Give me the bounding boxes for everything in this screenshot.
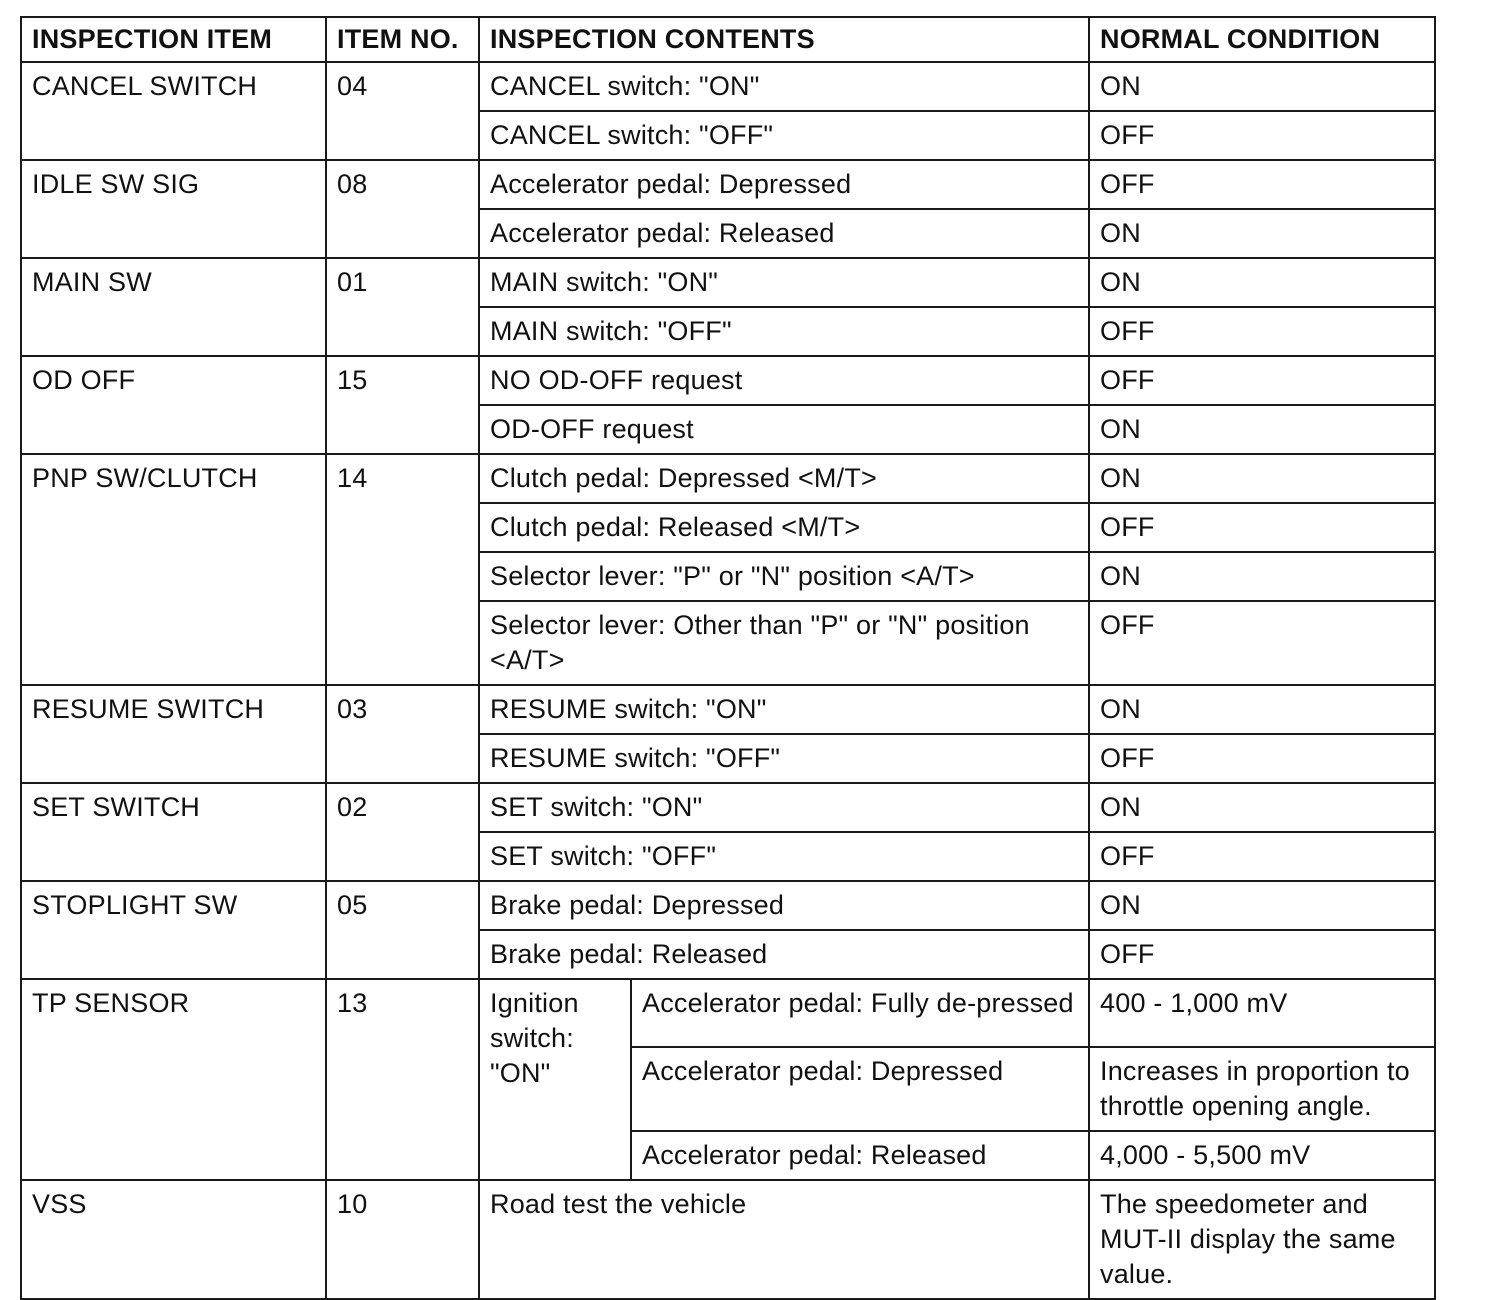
normal-cell: OFF	[1089, 307, 1435, 356]
contents-cell: MAIN switch: "ON"	[479, 258, 1089, 307]
item-no-cell: 08	[326, 160, 479, 258]
item-no-cell: 03	[326, 685, 479, 783]
normal-cell: ON	[1089, 552, 1435, 601]
normal-cell: OFF	[1089, 160, 1435, 209]
inspection-item-cell: STOPLIGHT SW	[21, 881, 326, 979]
item-no-cell: 14	[326, 454, 479, 685]
item-no-cell: 05	[326, 881, 479, 979]
normal-cell: ON	[1089, 258, 1435, 307]
normal-cell: OFF	[1089, 930, 1435, 979]
contents-cell: Accelerator pedal: Depressed	[479, 160, 1089, 209]
inspection-item-cell: PNP SW/CLUTCH	[21, 454, 326, 685]
normal-cell: ON	[1089, 209, 1435, 258]
table-body	[21, 62, 1435, 1299]
contents-cell: MAIN switch: "OFF"	[479, 307, 1089, 356]
condition-cell: Ignition switch: "ON"	[479, 979, 631, 1180]
contents-cell: Clutch pedal: Depressed <M/T>	[479, 454, 1089, 503]
contents-cell: Accelerator pedal: Fully de-pressed	[631, 979, 1089, 1047]
item-no-cell: 04	[326, 62, 479, 160]
inspection-item-cell: CANCEL SWITCH	[21, 62, 326, 160]
normal-cell: ON	[1089, 454, 1435, 503]
normal-cell: OFF	[1089, 832, 1435, 881]
inspection-item-cell: RESUME SWITCH	[21, 685, 326, 783]
header-normal-condition: NORMAL CONDITION	[1089, 17, 1435, 62]
contents-cell: Accelerator pedal: Depressed	[631, 1047, 1089, 1131]
table-row	[21, 881, 1435, 930]
table-row	[21, 1180, 1435, 1299]
inspection-item-cell: TP SENSOR	[21, 979, 326, 1180]
normal-cell: OFF	[1089, 356, 1435, 405]
item-no-cell: 13	[326, 979, 479, 1180]
table-row	[21, 258, 1435, 307]
item-no-cell: 01	[326, 258, 479, 356]
item-no-cell: 15	[326, 356, 479, 454]
contents-cell: NO OD-OFF request	[479, 356, 1089, 405]
contents-cell: SET switch: "ON"	[479, 783, 1089, 832]
normal-cell: 400 - 1,000 mV	[1089, 979, 1435, 1047]
normal-cell: OFF	[1089, 734, 1435, 783]
inspection-table	[20, 16, 1436, 1300]
contents-cell: Accelerator pedal: Released	[479, 209, 1089, 258]
header-item-no: ITEM NO.	[326, 17, 479, 62]
contents-cell: SET switch: "OFF"	[479, 832, 1089, 881]
inspection-item-cell: MAIN SW	[21, 258, 326, 356]
normal-cell: OFF	[1089, 503, 1435, 552]
table-row	[21, 62, 1435, 111]
inspection-item-cell: VSS	[21, 1180, 326, 1299]
contents-cell: Road test the vehicle	[479, 1180, 1089, 1299]
normal-cell: 4,000 - 5,500 mV	[1089, 1131, 1435, 1180]
contents-cell: Clutch pedal: Released <M/T>	[479, 503, 1089, 552]
normal-cell: ON	[1089, 405, 1435, 454]
contents-cell: Accelerator pedal: Released	[631, 1131, 1089, 1180]
table-row	[21, 160, 1435, 209]
inspection-item-cell: OD OFF	[21, 356, 326, 454]
table-row	[21, 454, 1435, 503]
item-no-cell: 10	[326, 1180, 479, 1299]
normal-cell: ON	[1089, 881, 1435, 930]
contents-cell: Brake pedal: Released	[479, 930, 1089, 979]
table-row	[21, 685, 1435, 734]
contents-cell: RESUME switch: "OFF"	[479, 734, 1089, 783]
normal-cell: The speedometer and MUT-II display the same value.	[1089, 1180, 1435, 1299]
table-row	[21, 783, 1435, 832]
contents-cell: CANCEL switch: "OFF"	[479, 111, 1089, 160]
header-inspection-item: INSPECTION ITEM	[21, 17, 326, 62]
contents-cell: Selector lever: "P" or "N" position <A/T>	[479, 552, 1089, 601]
contents-cell: RESUME switch: "ON"	[479, 685, 1089, 734]
normal-cell: ON	[1089, 685, 1435, 734]
item-no-cell: 02	[326, 783, 479, 881]
inspection-item-cell: SET SWITCH	[21, 783, 326, 881]
contents-cell: CANCEL switch: "ON"	[479, 62, 1089, 111]
normal-cell: OFF	[1089, 601, 1435, 685]
inspection-item-cell: IDLE SW SIG	[21, 160, 326, 258]
contents-cell: Selector lever: Other than "P" or "N" position <A/T>	[479, 601, 1089, 685]
header-inspection-contents: INSPECTION CONTENTS	[479, 17, 1089, 62]
table-row	[21, 979, 1435, 1047]
contents-cell: Brake pedal: Depressed	[479, 881, 1089, 930]
contents-cell: OD-OFF request	[479, 405, 1089, 454]
normal-cell: ON	[1089, 783, 1435, 832]
normal-cell: ON	[1089, 62, 1435, 111]
normal-cell: OFF	[1089, 111, 1435, 160]
table-row	[21, 356, 1435, 405]
header-row	[21, 17, 1435, 62]
normal-cell: Increases in proportion to throttle opening angle.	[1089, 1047, 1435, 1131]
